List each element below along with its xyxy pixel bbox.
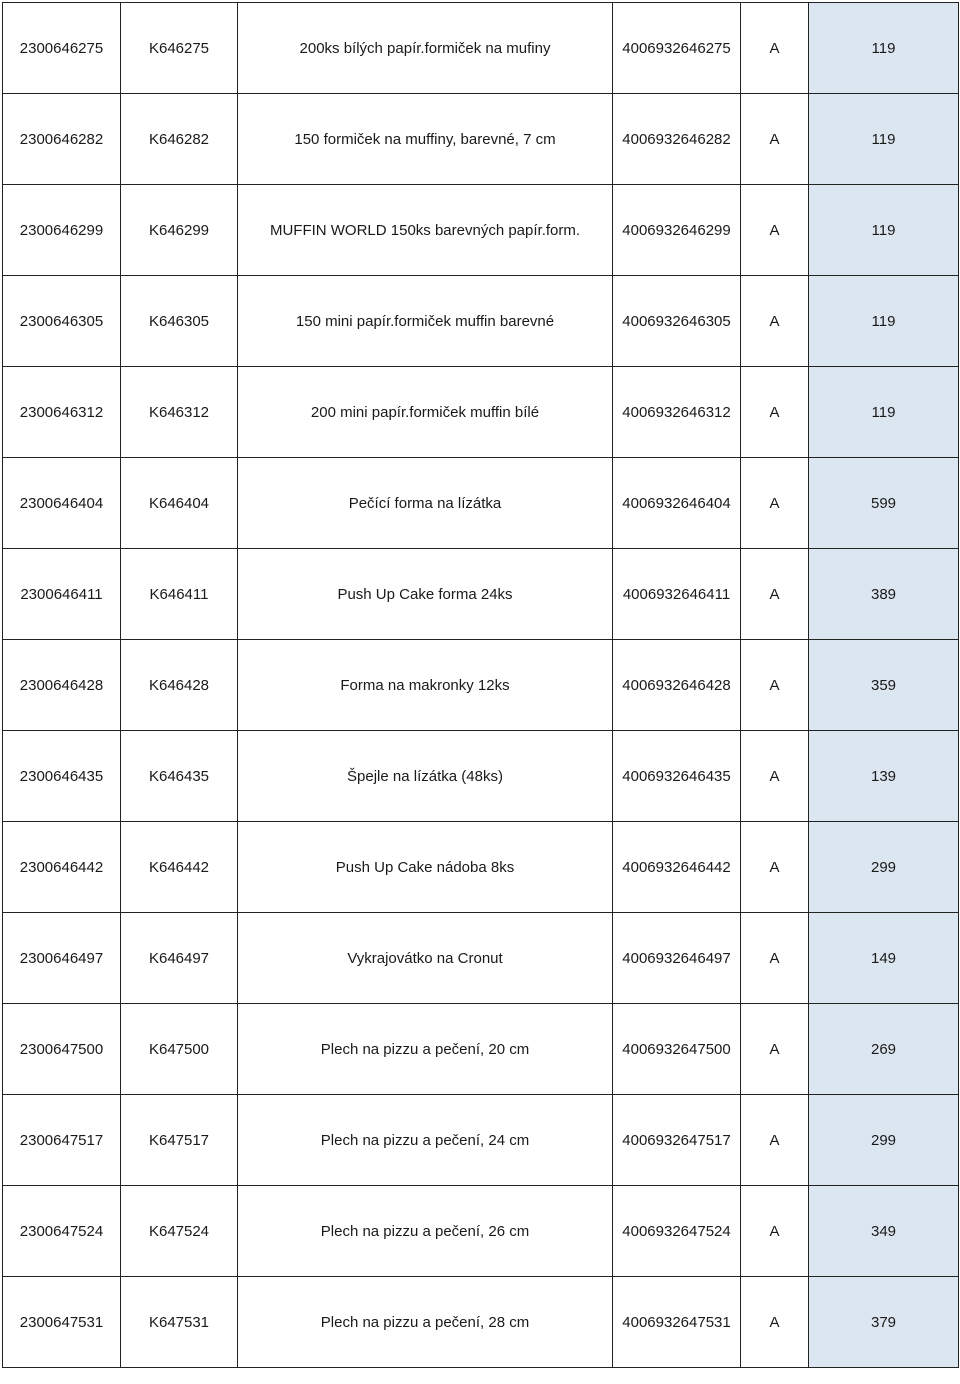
table-row [3,94,959,185]
product-code-cell: 2300646497 [3,913,121,1004]
product-table-body [3,3,959,1368]
category-cell: A [741,731,809,822]
price-cell: 599 [809,458,959,549]
sku-cell: K646305 [121,276,238,367]
price-cell: 359 [809,640,959,731]
sku-cell: K646312 [121,367,238,458]
product-name-cell: 150 mini papír.formiček muffin barevné [238,276,613,367]
table-row [3,458,959,549]
category-cell: A [741,367,809,458]
product-name-cell: 200 mini papír.formiček muffin bílé [238,367,613,458]
category-cell: A [741,1186,809,1277]
ean-cell: 4006932647524 [613,1186,741,1277]
product-name-cell: Push Up Cake forma 24ks [238,549,613,640]
ean-cell: 4006932646275 [613,3,741,94]
category-cell: A [741,1277,809,1368]
product-name-cell: Pečící forma na lízátka [238,458,613,549]
price-cell: 139 [809,731,959,822]
product-name-cell: Plech na pizzu a pečení, 28 cm [238,1277,613,1368]
product-code-cell: 2300646435 [3,731,121,822]
product-name-cell: 150 formiček na muffiny, barevné, 7 cm [238,94,613,185]
product-code-cell: 2300647500 [3,1004,121,1095]
product-name-cell: Vykrajovátko na Cronut [238,913,613,1004]
price-cell: 379 [809,1277,959,1368]
category-cell: A [741,458,809,549]
table-row [3,822,959,913]
ean-cell: 4006932646305 [613,276,741,367]
product-name-cell: Plech na pizzu a pečení, 20 cm [238,1004,613,1095]
sku-cell: K646442 [121,822,238,913]
ean-cell: 4006932647500 [613,1004,741,1095]
product-name-cell: 200ks bílých papír.formiček na mufiny [238,3,613,94]
category-cell: A [741,94,809,185]
sku-cell: K647500 [121,1004,238,1095]
product-code-cell: 2300647517 [3,1095,121,1186]
table-row [3,1277,959,1368]
product-table [2,2,959,1368]
product-code-cell: 2300646282 [3,94,121,185]
product-name-cell: Forma na makronky 12ks [238,640,613,731]
ean-cell: 4006932646442 [613,822,741,913]
table-row [3,731,959,822]
price-cell: 389 [809,549,959,640]
product-name-cell: Špejle na lízátka (48ks) [238,731,613,822]
category-cell: A [741,913,809,1004]
product-code-cell: 2300646404 [3,458,121,549]
price-cell: 269 [809,1004,959,1095]
price-cell: 119 [809,94,959,185]
product-code-cell: 2300646428 [3,640,121,731]
product-code-cell: 2300646305 [3,276,121,367]
table-row [3,640,959,731]
price-cell: 119 [809,3,959,94]
sku-cell: K646428 [121,640,238,731]
category-cell: A [741,1095,809,1186]
product-code-cell: 2300647524 [3,1186,121,1277]
ean-cell: 4006932647517 [613,1095,741,1186]
category-cell: A [741,549,809,640]
sku-cell: K646404 [121,458,238,549]
product-code-cell: 2300646442 [3,822,121,913]
table-row [3,1186,959,1277]
sku-cell: K646275 [121,3,238,94]
table-row [3,276,959,367]
price-cell: 349 [809,1186,959,1277]
price-cell: 149 [809,913,959,1004]
category-cell: A [741,276,809,367]
ean-cell: 4006932646497 [613,913,741,1004]
sku-cell: K647517 [121,1095,238,1186]
product-name-cell: Plech na pizzu a pečení, 24 cm [238,1095,613,1186]
ean-cell: 4006932646435 [613,731,741,822]
category-cell: A [741,1004,809,1095]
table-row [3,185,959,276]
table-row [3,549,959,640]
price-cell: 119 [809,185,959,276]
product-code-cell: 2300646411 [3,549,121,640]
category-cell: A [741,185,809,276]
table-row [3,367,959,458]
product-code-cell: 2300646275 [3,3,121,94]
price-cell: 119 [809,276,959,367]
price-cell: 299 [809,822,959,913]
table-row [3,913,959,1004]
product-code-cell: 2300646299 [3,185,121,276]
product-code-cell: 2300646312 [3,367,121,458]
ean-cell: 4006932646404 [613,458,741,549]
sku-cell: K647531 [121,1277,238,1368]
sku-cell: K646411 [121,549,238,640]
ean-cell: 4006932646299 [613,185,741,276]
product-name-cell: Plech na pizzu a pečení, 26 cm [238,1186,613,1277]
table-row [3,3,959,94]
category-cell: A [741,640,809,731]
product-name-cell: MUFFIN WORLD 150ks barevných papír.form. [238,185,613,276]
table-row [3,1095,959,1186]
price-cell: 119 [809,367,959,458]
category-cell: A [741,3,809,94]
sku-cell: K646497 [121,913,238,1004]
sku-cell: K646282 [121,94,238,185]
product-name-cell: Push Up Cake nádoba 8ks [238,822,613,913]
ean-cell: 4006932646411 [613,549,741,640]
ean-cell: 4006932646312 [613,367,741,458]
price-cell: 299 [809,1095,959,1186]
ean-cell: 4006932646282 [613,94,741,185]
product-code-cell: 2300647531 [3,1277,121,1368]
ean-cell: 4006932647531 [613,1277,741,1368]
sku-cell: K646435 [121,731,238,822]
category-cell: A [741,822,809,913]
sku-cell: K646299 [121,185,238,276]
ean-cell: 4006932646428 [613,640,741,731]
sku-cell: K647524 [121,1186,238,1277]
table-row [3,1004,959,1095]
